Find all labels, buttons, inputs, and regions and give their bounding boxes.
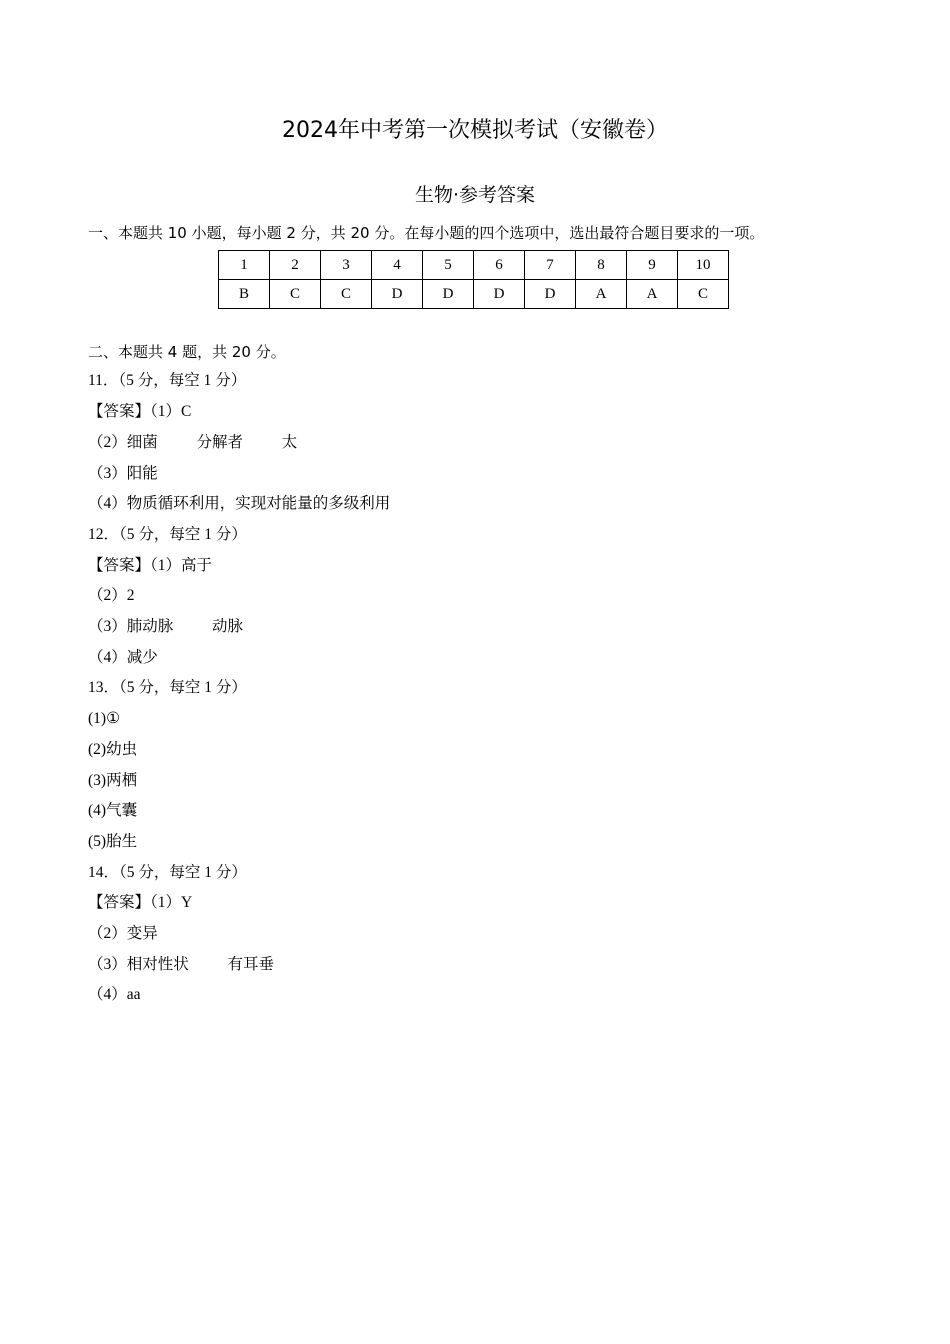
answer-line: (3)两栖 (88, 772, 138, 789)
answer-line: （3）相对性状 有耳垂 (88, 956, 275, 973)
answer-table (218, 250, 729, 309)
question-number-cell: 7 (525, 251, 576, 280)
answer-cell: A (627, 280, 678, 309)
question-number-cell: 1 (219, 251, 270, 280)
answer-line: 14．（5 分，每空 1 分） (88, 864, 247, 881)
answer-cell: D (372, 280, 423, 309)
section-1-heading: 一、本题共 10 小题，每小题 2 分，共 20 分。在每小题的四个选项中，选出最符合题目要求的一项。 (88, 224, 765, 242)
question-number-cell: 10 (678, 251, 729, 280)
answer-line: （4）物质循环利用，实现对能量的多级利用 (88, 495, 391, 512)
question-number-cell: 4 (372, 251, 423, 280)
answer-cell: A (576, 280, 627, 309)
answer-table-number-row (219, 251, 729, 280)
answer-line: 11．（5 分，每空 1 分） (88, 372, 247, 389)
answer-cell: B (219, 280, 270, 309)
question-number-cell: 2 (270, 251, 321, 280)
answer-line: （4）减少 (88, 649, 158, 666)
answer-line: （3）肺动脉 动脉 (88, 618, 244, 635)
answer-cell: D (474, 280, 525, 309)
answer-line: 【答案】（1）Y (88, 894, 193, 911)
answer-line: （2）2 (88, 587, 135, 604)
answer-line: 【答案】（1）C (88, 403, 192, 420)
answer-cell: C (270, 280, 321, 309)
answer-line: (4)气囊 (88, 802, 138, 819)
answer-line: 12．（5 分，每空 1 分） (88, 526, 247, 543)
answer-line: 13．（5 分，每空 1 分） (88, 679, 247, 696)
document-subtitle: 生物·参考答案 (414, 184, 536, 206)
answer-table-answer-row (219, 280, 729, 309)
answer-line: (1)① (88, 710, 120, 727)
answer-line: (2)幼虫 (88, 741, 138, 758)
answer-cell: D (423, 280, 474, 309)
question-number-cell: 6 (474, 251, 525, 280)
answer-line: (5)胎生 (88, 833, 138, 850)
question-number-cell: 3 (321, 251, 372, 280)
answer-cell: C (321, 280, 372, 309)
answer-line: （2）变异 (88, 925, 158, 942)
section-2-heading: 二、本题共 4 题，共 20 分。 (88, 343, 286, 361)
question-number-cell: 5 (423, 251, 474, 280)
question-number-cell: 9 (627, 251, 678, 280)
answer-line: （4）aa (88, 986, 141, 1003)
document-title: 2024年中考第一次模拟考试（安徽卷） (282, 118, 668, 143)
answer-line: 【答案】（1）高于 (88, 557, 213, 574)
answer-line: （3）阳能 (88, 465, 158, 482)
answer-line: （2）细菌 分解者 太 (88, 434, 298, 451)
answer-cell: D (525, 280, 576, 309)
question-number-cell: 8 (576, 251, 627, 280)
answer-cell: C (678, 280, 729, 309)
